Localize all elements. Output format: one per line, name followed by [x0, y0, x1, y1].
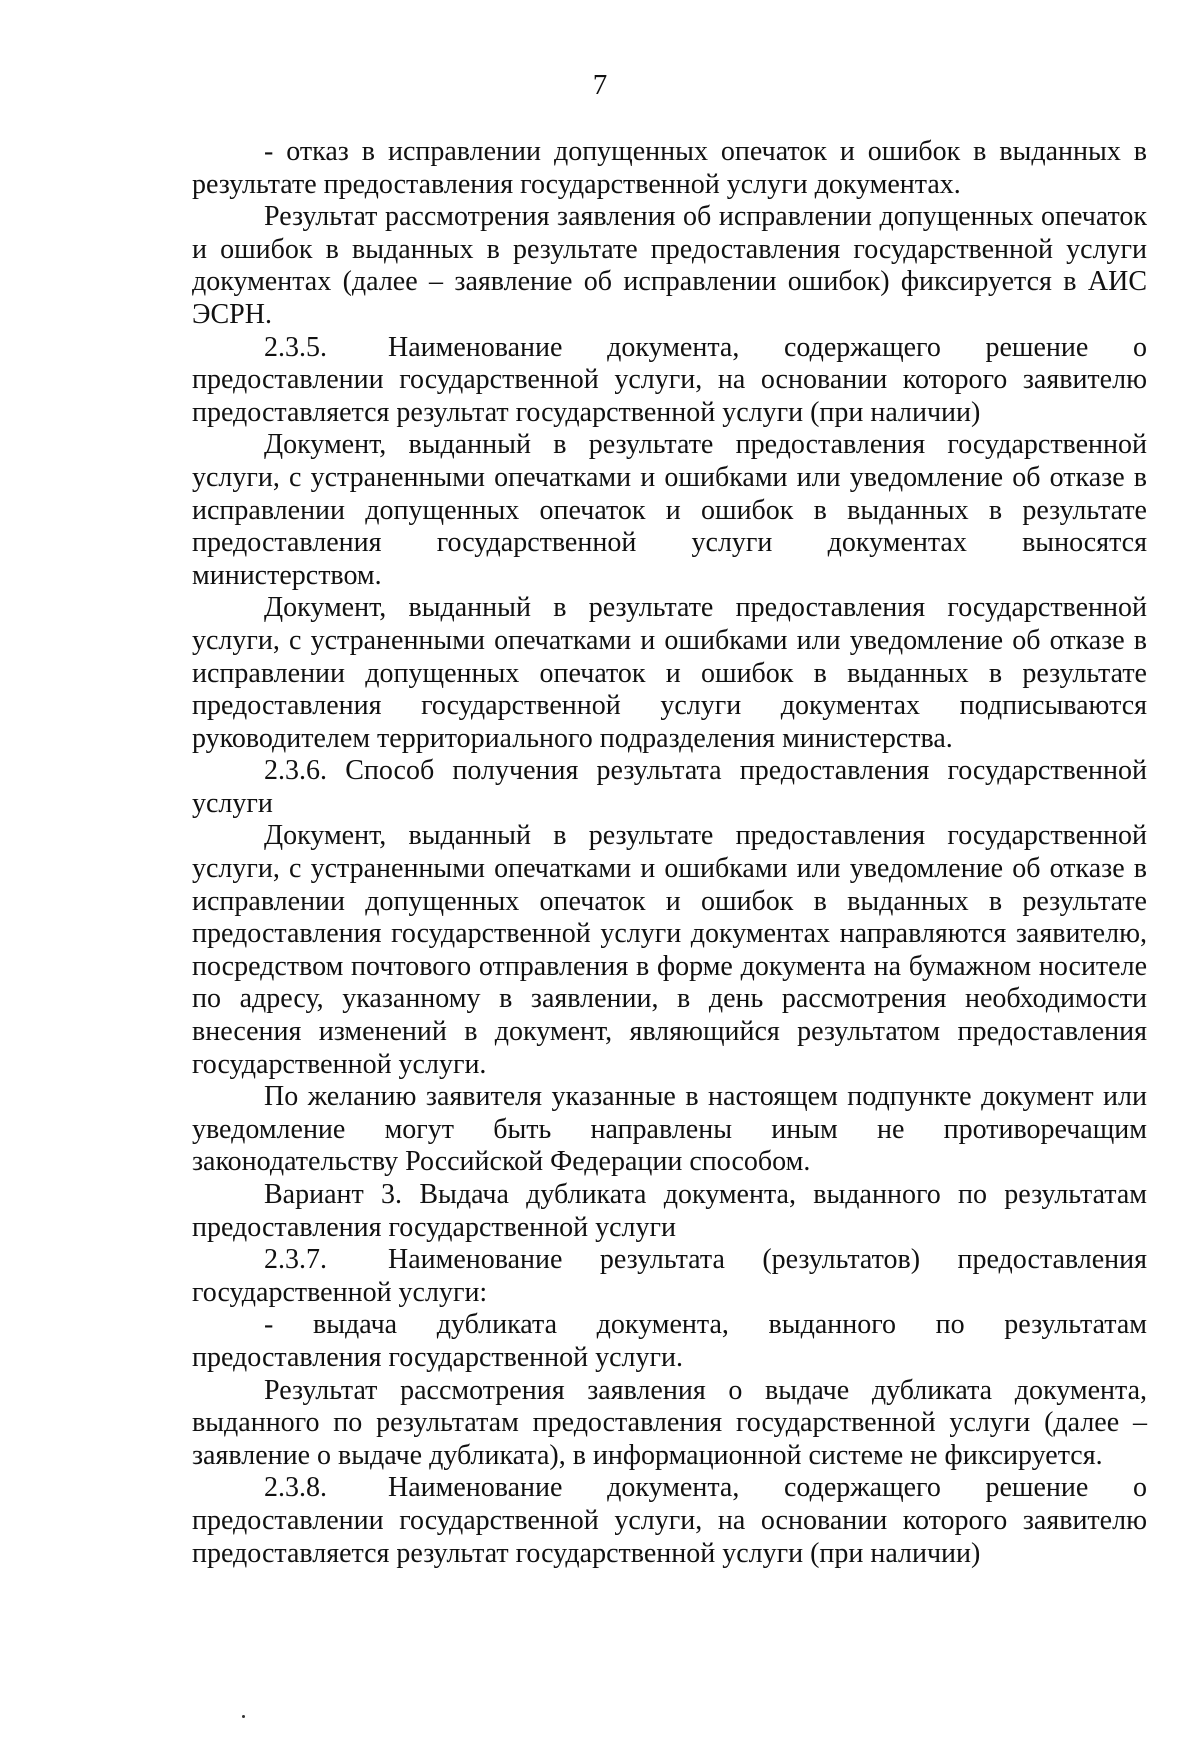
document-body: [192, 136, 1147, 1570]
section-number: 2.3.7.: [264, 1244, 327, 1276]
paragraph-document-issued-by-ministry: Документ, выданный в результате предоставления государственной услуги, с устраненными опечатками и ошибками или уведомление об отказе в исправлении допущенных опечаток и ошибок в выданных в результате предоставления государственной услуги документах выносятся министерством.: [192, 429, 1147, 591]
section-title: Наименование документа, содержащего решение о предоставлении государственной услуги, на основании которого заявителю предоставляется результат государственной услуги (при наличии): [192, 1472, 1147, 1569]
section-title: Наименование документа, содержащего решение о предоставлении государственной услуги, на основании которого заявителю предоставляется результат государственной услуги (при наличии): [192, 331, 1147, 428]
scan-speck: [242, 1715, 245, 1718]
section-title: Наименование результата (результатов) предоставления государственной услуги:: [192, 1244, 1147, 1308]
section-number: 2.3.8.: [264, 1472, 327, 1504]
variant-3-heading: Вариант 3. Выдача дубликата документа, выданного по результатам предоставления государственной услуги: [192, 1179, 1147, 1243]
section-number: 2.3.5.: [264, 331, 327, 363]
paragraph-refusal-item: - отказ в исправлении допущенных опечаток и ошибок в выданных в результате предоставления государственной услуги документах.: [192, 136, 1147, 200]
paragraph-delivery-method: Документ, выданный в результате предоставления государственной услуги, с устраненными опечатками и ошибками или уведомление об отказе в исправлении допущенных опечаток и ошибок в выданных в результате предоставления государственной услуги документах направляются заявителю, посредством почтового отправления в форме документа на бумажном носителе по адресу, указанному в заявлении, в день рассмотрения необходимости внесения изменений в документ, являющийся результатом предоставления государственной услуги.: [192, 820, 1147, 1080]
section-2-3-8-heading: [192, 1472, 1147, 1570]
paragraph-result-registration: Результат рассмотрения заявления об исправлении допущенных опечаток и ошибок в выданных в результате предоставления государственной услуги документах (далее – заявление об исправлении ошибок) фиксируется в АИС ЭСРН.: [192, 201, 1147, 330]
paragraph-duplicate-not-registered: Результат рассмотрения заявления о выдаче дубликата документа, выданного по результатам предоставления государственной услуги (далее – заявление о выдаче дубликата), в информационной системе не фиксируется.: [192, 1374, 1147, 1471]
section-2-3-7-heading: [192, 1244, 1147, 1309]
paragraph-document-signed: Документ, выданный в результате предоставления государственной услуги, с устраненными опечатками и ошибками или уведомление об отказе в исправлении допущенных опечаток и ошибок в выданных в результате предоставления государственной услуги документах подписываются руководителем территориального подразделения министерства.: [192, 592, 1147, 754]
paragraph-alternative-delivery: По желанию заявителя указанные в настоящем подпункте документ или уведомление могут быть направлены иным не противоречащим законодательству Российской Федерации способом.: [192, 1081, 1147, 1178]
paragraph-duplicate-item: - выдача дубликата документа, выданного по результатам предоставления государственной услуги.: [192, 1309, 1147, 1373]
section-2-3-5-heading: [192, 332, 1147, 430]
page-number: 7: [592, 69, 608, 101]
section-2-3-6-heading: 2.3.6. Способ получения результата предоставления государственной услуги: [192, 755, 1147, 819]
